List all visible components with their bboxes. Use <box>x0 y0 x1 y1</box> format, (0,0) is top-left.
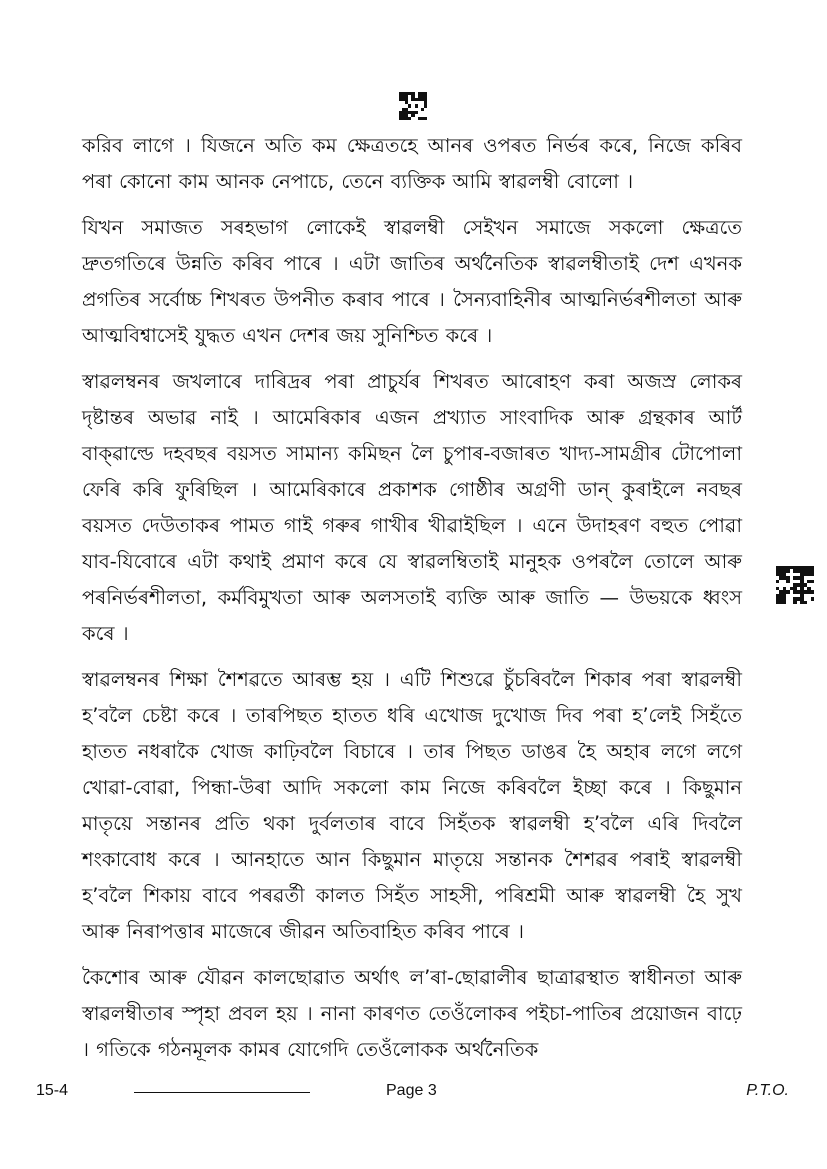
paragraph: কৈশোৰ আৰু যৌৱন কালছোৱাত অৰ্থাৎ ল’ৰা-ছোৱালীৰ ছাত্ৰাৱস্থাত স্বাধীনতা আৰু স্বাৱলম্বীতাৰ স্পৃহা প্ৰবল হয় । নানা কাৰণত তেওঁলোকৰ পইচা-পাতিৰ প্ৰয়োজন বাঢ়ে । গতিকে গঠনমূলক কামৰ যোগেদি তেওঁলোকক অৰ্থনৈতিক <box>82 966 742 1061</box>
paragraph: স্বাৱলম্বনৰ জখলাৰে দাৰিদ্ৰৰ পৰা প্ৰাচুৰ্যৰ শিখৰত আৰোহণ কৰা অজস্ৰ লোকৰ দৃষ্টান্তৰ অভাৱ নাই । আমেৰিকাৰ এজন প্ৰখ্যাত সাংবাদিক আৰু গ্ৰন্থকাৰ আৰ্ট বাক্ৱাল্ডে দহবছৰ বয়সত সামান্য কমিছন লৈ চুপাৰ-বজাৰত খাদ্য-সামগ্ৰীৰ টোপোলা ফেৰি কৰি ফুৰিছিল । আমেৰিকাৰে প্ৰকাশক গোষ্ঠীৰ অগ্ৰণী ডান্ কুৰাইলে নবছৰ বয়সত দেউতাকৰ পামত গাই গৰুৰ গাখীৰ খীৱাইছিল । এনে উদাহৰণ বহুত পোৱা যাব-যিবোৰে এটা কথাই প্ৰমাণ কৰে যে স্বাৱলম্বিতাই মানুহক ওপৰলৈ তোলে আৰু পৰনিৰ্ভৰশীলতা, কৰ্মবিমুখতা আৰু অলসতাই ব্যক্তি আৰু জাতি — উভয়কে ধ্বংস কৰে । <box>82 370 742 645</box>
paragraph: স্বাৱলম্বনৰ শিক্ষা শৈশৱতে আৰম্ভ হয় । এটি শিশুৱে চুঁচৰিবলৈ শিকাৰ পৰা স্বাৱলম্বী হ’বলৈ চেষ্টা কৰে । তাৰপিছত হাতত ধৰি এখোজ দুখোজ দিব পৰা হ’লেই সিহঁতে হাতত নধৰাকৈ খোজ কাঢ়িবলৈ বিচাৰে । তাৰ পিছত ডাঙৰ হৈ অহাৰ লগে লগে খোৱা-বোৱা, পিন্ধা-উৰা আদি সকলো কাম নিজে কৰিবলৈ ইচ্ছা কৰে । কিছুমান মাতৃয়ে সন্তানৰ প্ৰতি থকা দুৰ্বলতাৰ বাবে সিহঁতক স্বাৱলম্বী হ’বলৈ এৰি দিবলৈ শংকাবোধ কৰে । আনহাতে আন কিছুমান মাতৃয়ে সন্তানক শৈশৱৰ পৰাই স্বাৱলম্বী হ’বলৈ শিকায় বাবে পৰৱৰ্তী কালত সিহঁত সাহসী, পৰিশ্ৰমী আৰু স্বাৱলম্বী হৈ সুখ আৰু নিৰাপত্তাৰ মাজেৰে জীৱন অতিবাহিত কৰিব পাৰে । <box>82 668 742 943</box>
footer-divider <box>134 1092 310 1093</box>
qr-code-icon <box>399 92 427 120</box>
paper-code: 15-4 <box>36 1082 69 1099</box>
essay-body <box>82 128 742 1078</box>
page-number: Page 3 <box>386 1082 437 1099</box>
paragraph: করিব লাগে । যিজনে অতি কম ক্ষেত্ৰতহে আনৰ ওপৰত নিৰ্ভৰ কৰে, নিজে কৰিব পৰা কোনো কাম আনক নেপাচে, তেনে ব্যক্তিক আমি স্বাৱলম্বী বোলো । <box>82 134 742 193</box>
qr-code-icon <box>776 566 814 604</box>
pto-label: P.T.O. <box>746 1082 789 1099</box>
paragraph: যিখন সমাজত সৰহভাগ লোকেই স্বাৱলম্বী সেইখন সমাজে সকলো ক্ষেত্ৰতে দ্ৰুতগতিৰে উন্নতি কৰিব পাৰে । এটা জাতিৰ অৰ্থনৈতিক স্বাৱলম্বীতাই দেশ এখনক প্ৰগতিৰ সৰ্বোচ্চ শিখৰত উপনীত কৰাব পাৰে । সৈন্যবাহিনীৰ আত্মনিৰ্ভৰশীলতা আৰু আত্মবিশ্বাসেই যুদ্ধত এখন দেশৰ জয় সুনিশ্চিত কৰে । <box>82 216 742 347</box>
